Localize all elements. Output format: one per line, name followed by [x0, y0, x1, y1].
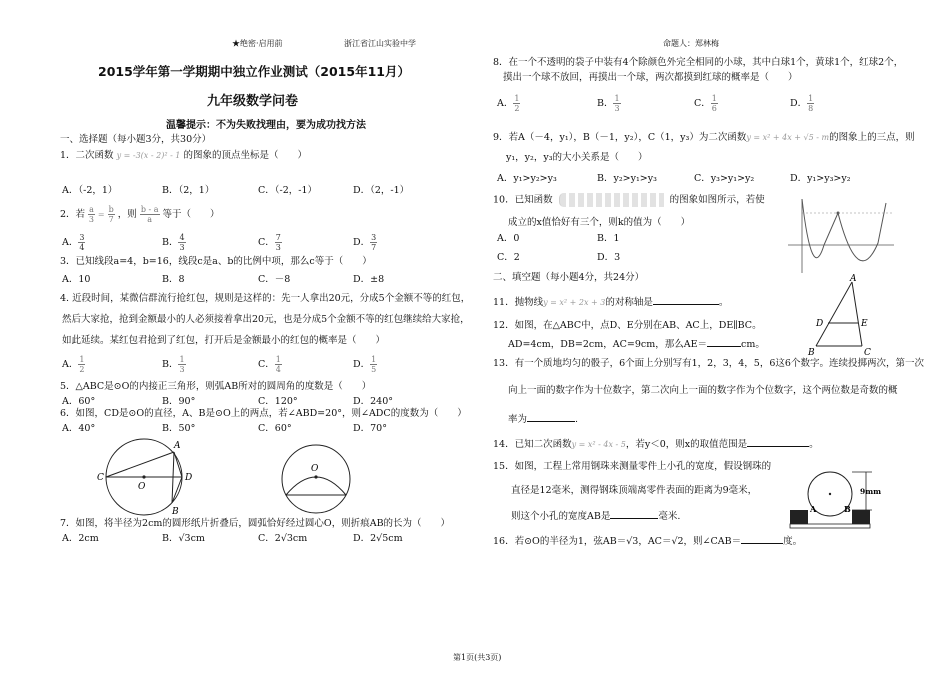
fig7-label-o: O: [311, 464, 319, 474]
q9-option-b: B．y₂>y₁>y₃: [597, 173, 657, 184]
q7-option-c: C．2√3cm: [258, 533, 308, 544]
section-choice-heading: 一、选择题（每小题3分，共30分）: [60, 134, 212, 145]
q2-mid: ，则: [117, 209, 137, 220]
q9-option-c: C．y₃>y₁>y₂: [694, 173, 755, 184]
q11-answer-blank[interactable]: [653, 295, 719, 305]
q2-option-c: C． $\frac{7}{3}$: [258, 233, 281, 252]
q10-piecewise-function: [559, 193, 664, 207]
q3-option-c: C．－8: [258, 274, 291, 285]
question-16: 16．若⊙O的半径为1，弦AB＝√3，AC＝√2，则∠CAB＝ 度。: [493, 536, 803, 547]
question-8-line-1: 8．在一个不透明的袋子中装有4个除颜色外完全相同的小球，其中白球1个，黄球1个，红球2个，: [493, 57, 904, 68]
q1-option-c: C．（-2，-1）: [258, 185, 318, 196]
q2-fraction-target: $\frac{b - a}{a}$: [140, 205, 159, 224]
school-name: 浙江省江山实验中学: [344, 39, 416, 48]
figure-q15-steel-ball: [788, 470, 888, 532]
q5-option-b: B．90°: [162, 396, 196, 407]
q16-answer-blank[interactable]: [741, 534, 783, 544]
question-12-line-2: AD=4cm，DB=2cm，AC=9cm，那么AE＝ cm。: [508, 339, 765, 350]
question-6: 6．如图，CD是⊙O的直径，A、B是⊙O上的两点，若∠ABD=20°，则∠ADC的度数为（ ）: [60, 408, 467, 419]
question-13-line-2: 向上一面的数字作为十位数字，第二次向上一面的数字作为个位数字，这个两位数是奇数的概: [508, 385, 898, 396]
page-footer: 第1页(共3页): [453, 653, 502, 662]
q7-option-b: B．√3cm: [162, 533, 205, 544]
q8-option-d: D． $\frac{1}{8}$: [790, 94, 814, 113]
q12-answer-blank[interactable]: [707, 337, 741, 347]
question-14: 14．已知二次函数y = x² - 4x - 5，若y＜0，则x的取值范围是 。: [493, 439, 819, 450]
question-10-line-1: 10．已知函数 的图象如图所示，若使: [493, 194, 765, 206]
q5-option-c: C．120°: [258, 396, 298, 407]
q1-option-b: B．（2，1）: [162, 185, 215, 196]
q3-option-b: B．8: [162, 274, 185, 285]
question-3: 3．已知线段a=4，b=16，线段c是a、b的比例中项，那么c等于（ ）: [60, 256, 372, 267]
question-15-line-2: 直径是12毫米，测得钢珠顶端离零件表面的距离为9毫米，: [511, 485, 758, 496]
question-5: 5．△ABC是⊙O的内接正三角形，则弧AB所对的圆周角的度数是（ ）: [60, 381, 372, 392]
q10-option-d: D．3: [597, 252, 621, 263]
q14-expression: y = x² - 4x - 5: [571, 440, 626, 449]
q1-stem-b: 的图象的顶点坐标是（ ）: [183, 150, 307, 161]
tip-text: 温馨提示：不为失败找理由，要为成功找方法: [166, 120, 366, 131]
q1-stem-a: 1．二次函数: [60, 150, 114, 161]
question-15-line-3: 则这个小孔的宽度AB是 毫米.: [511, 511, 681, 522]
q6-option-b: B．50°: [162, 423, 196, 434]
q7-option-a: A．2cm: [62, 533, 99, 544]
q1-expression: y = -3(x - 2)² - 1: [116, 151, 181, 160]
q3-option-a: A．10: [62, 274, 91, 285]
fig12-label-e: E: [861, 319, 868, 329]
q9-option-d: D．y₁>y₃>y₂: [790, 173, 851, 184]
q4-option-d: D． $\frac{1}{5}$: [353, 355, 377, 374]
fig12-label-a: A: [850, 274, 857, 284]
section-fill-heading: 二、填空题（每小题4分，共24分）: [493, 272, 645, 283]
q15-answer-blank[interactable]: [610, 509, 658, 519]
q14-answer-blank[interactable]: [747, 437, 809, 447]
fig12-label-b: B: [808, 348, 815, 358]
question-15-line-1: 15．如图，工程上常用钢珠来测量零件上小孔的宽度，假设钢珠的: [493, 461, 772, 472]
exam-title: 2015学年第一学期期中独立作业测试（2015年11月）: [98, 64, 410, 79]
question-11: 11．抛物线y = x² + 2x + 3的对称轴是 。: [493, 297, 729, 308]
fig15-dimension-label: 9mm: [860, 487, 882, 496]
question-1: [60, 150, 307, 162]
question-4-line-1: 4. 近段时间，某微信群流行抢红包，规则是这样的：先一人拿出20元，分成5个金额不等的红包，: [60, 293, 471, 304]
question-8-line-2: 摸出一个球不放回，再摸出一个球，两次都摸到红球的概率是（ ）: [503, 72, 798, 83]
fig12-label-c: C: [864, 348, 871, 358]
figure-q7-folded-circle: [278, 437, 358, 517]
fig6-label-a: A: [174, 441, 181, 451]
exam-subtitle: 九年级数学问卷: [207, 94, 299, 109]
q9-option-a: A．y₁>y₂>y₃: [497, 173, 557, 184]
author-name: 命题人：郑林梅: [663, 39, 719, 48]
q10-option-c: C．2: [497, 252, 520, 263]
question-9-line-2: y₁，y₂，y₃的大小关系是（ ）: [506, 152, 648, 163]
fig6-label-o: O: [138, 482, 146, 492]
q5-option-d: D．240°: [353, 396, 393, 407]
q2-fraction-a-over-3: $\frac{a}{3}$: [88, 205, 95, 224]
q8-option-c: C． $\frac{1}{6}$: [694, 94, 717, 113]
q5-option-a: A．60°: [62, 396, 96, 407]
q9-expression: y = x² + 4x + √5 - m: [746, 133, 830, 142]
q2-fraction-b-over-7: $\frac{b}{7}$: [108, 205, 114, 224]
question-10-line-2: 成立的x值恰好有三个，则k的值为（ ）: [508, 217, 691, 228]
q6-option-a: A．40°: [62, 423, 96, 434]
question-4-line-3: 如此延续。某红包君抢到了红包，打开后是金额最小的红包的概率是（ ）: [62, 335, 386, 346]
q7-option-d: D．2√5cm: [353, 533, 403, 544]
q1-option-a: A．（-2，1）: [62, 185, 118, 196]
q2-option-a: A． $\frac{3}{4}$: [62, 233, 85, 252]
q2-stem-a: 2．若: [60, 209, 86, 220]
q2-option-b: B． $\frac{4}{3}$: [162, 233, 185, 252]
question-7: 7．如图，将半径为2cm的圆形纸片折叠后，圆弧恰好经过圆心O，则折痕AB的长为（ ）: [60, 518, 451, 529]
q6-option-c: C．60°: [258, 423, 292, 434]
figure-q10-function-graph: [786, 195, 898, 275]
figure-q12-triangle: [806, 274, 892, 358]
question-4-line-2: 然后大家抢，抢到金额最小的人必须接着拿出20元，也是分成5个金额不等的红包继续给大家抢，: [62, 314, 470, 325]
q6-option-d: D．70°: [353, 423, 387, 434]
q2-option-d: D． $\frac{3}{7}$: [353, 233, 377, 252]
figure-q6-circle: [92, 437, 202, 517]
question-13-line-1: 13．有一个质地均匀的骰子，6个面上分别写有1，2，3，4，5，6这6个数字。连续投掷两次，第一次: [493, 358, 924, 369]
fig12-label-d: D: [816, 319, 824, 329]
q4-option-a: A． $\frac{1}{2}$: [62, 355, 85, 374]
q4-option-b: B． $\frac{1}{3}$: [162, 355, 185, 374]
q10-option-a: A．0: [497, 233, 520, 244]
question-12-line-1: 12．如图，在△ABC中，点D、E分别在AB、AC上，DE∥BC。: [493, 320, 762, 331]
fig6-label-d: D: [185, 473, 193, 483]
fig6-label-c: C: [97, 473, 104, 483]
question-13-line-3: 率为 .: [508, 414, 579, 425]
q8-option-b: B． $\frac{1}{3}$: [597, 94, 620, 113]
q2-equals: =: [97, 210, 105, 219]
q4-option-c: C． $\frac{1}{4}$: [258, 355, 281, 374]
q1-option-d: D．（2，-1）: [353, 185, 410, 196]
question-9-line-1: 9．若A（－4，y₁），B（－1，y₂），C（1，y₃）为二次函数y = x² + 4x + √5 - m的图象上的三点，则: [493, 132, 915, 143]
fig6-label-b: B: [172, 507, 179, 517]
q11-expression: y = x² + 2x + 3: [543, 298, 606, 307]
question-2: [60, 205, 220, 224]
fig15-label-a: A: [810, 504, 817, 514]
q10-option-b: B．1: [597, 233, 620, 244]
q2-stem-b: 等于（ ）: [162, 209, 220, 220]
q3-option-d: D．±8: [353, 274, 385, 285]
fig15-label-b: B: [844, 504, 851, 514]
secret-mark: ★绝密·启用前: [232, 39, 283, 48]
q8-option-a: A． $\frac{1}{2}$: [497, 94, 520, 113]
q13-answer-blank[interactable]: [527, 412, 575, 422]
